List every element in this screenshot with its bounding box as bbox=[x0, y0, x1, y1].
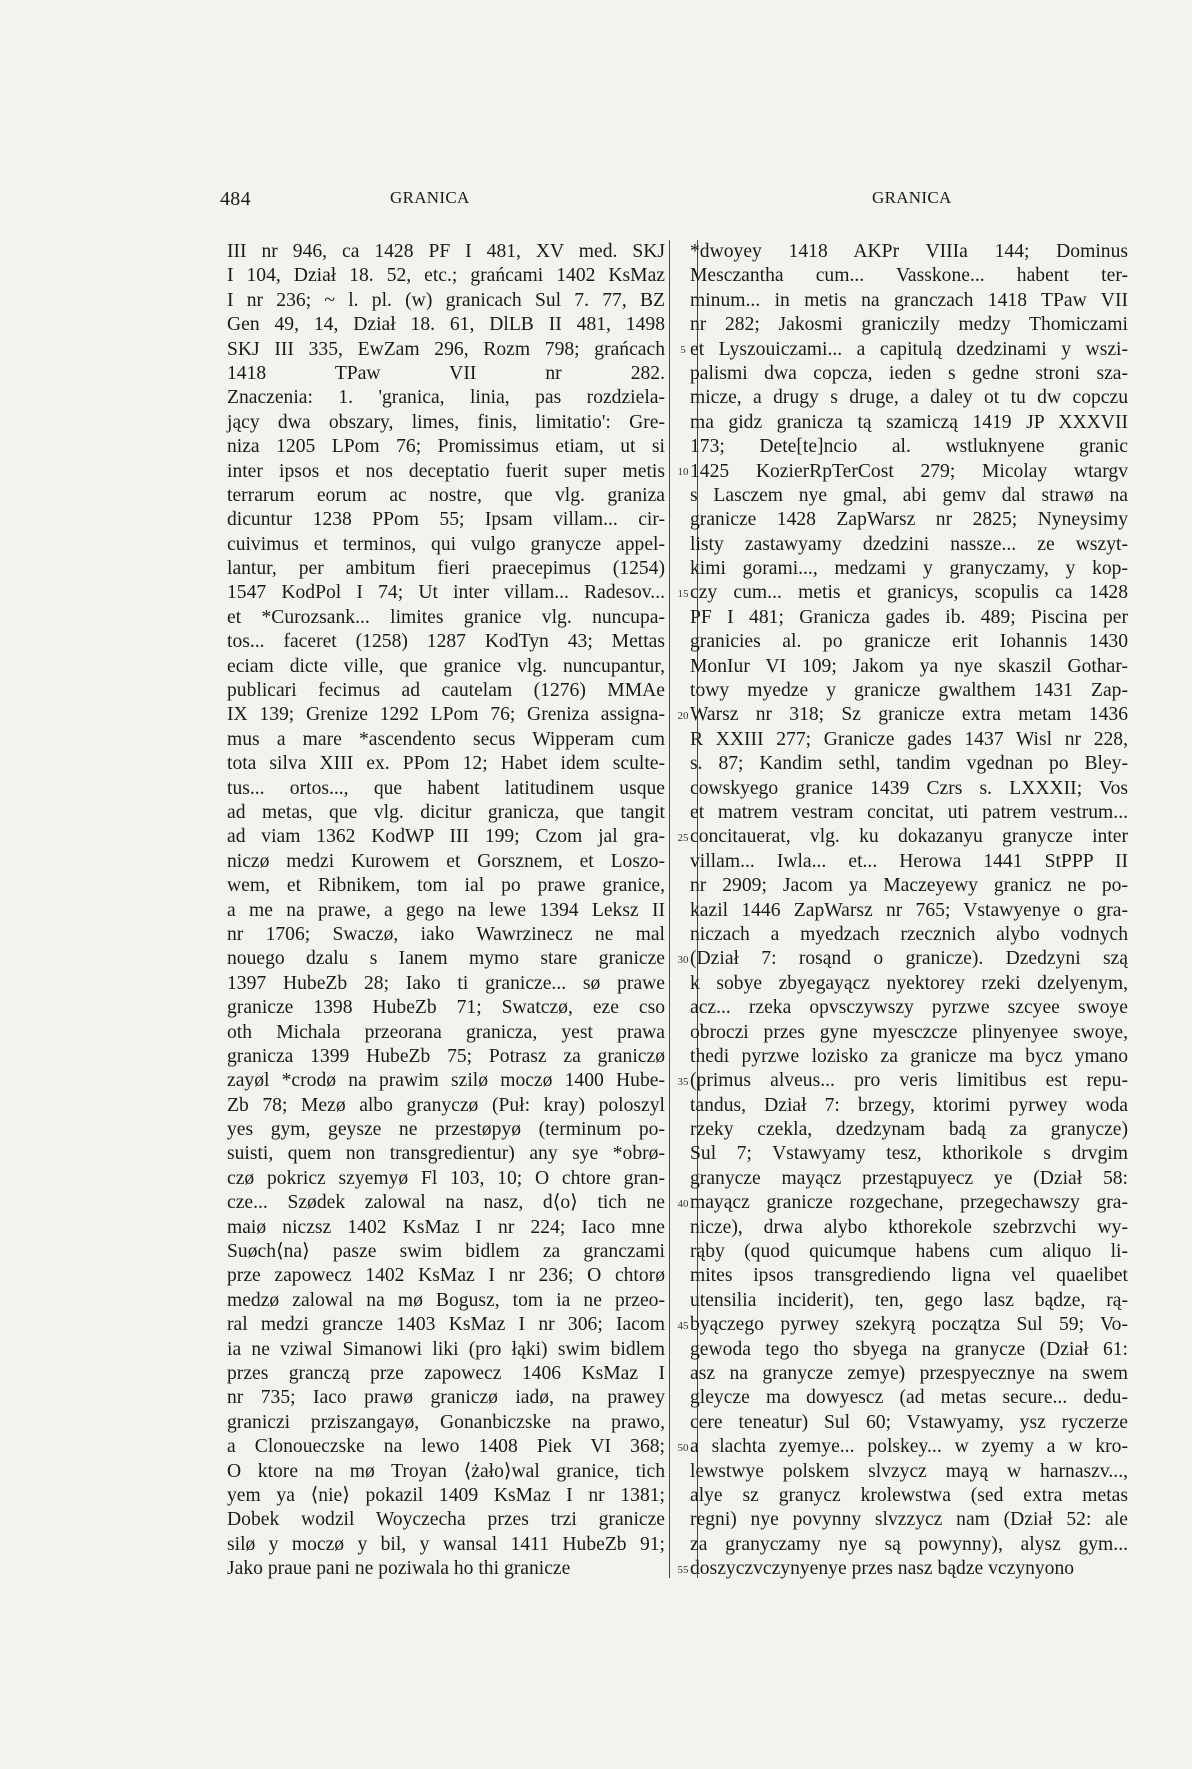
text-line: Zb 78; Mezø albo granyczø (Puł: kray) poloszyl bbox=[227, 1094, 665, 1116]
text-line: villam... Iwla... et... Herowa 1441 StPPP II bbox=[690, 850, 1128, 872]
text-line: listy zastawyamy dzedzini nassze... ze wszyt- bbox=[690, 533, 1128, 555]
line-number: 35 bbox=[677, 1075, 689, 1088]
text-line: nr 2909; Jacom ya Maczeyewy granicz ne po- bbox=[690, 875, 1128, 897]
text-line: granicze 1428 ZapWarsz nr 2825; Nyneysimy bbox=[690, 509, 1128, 531]
text-line: I 104, Dział 18. 52, etc.; grańcami 1402 KsMaz bbox=[227, 265, 665, 287]
text-line: lewstwye polskem slvzycz mayą w harnaszv..., bbox=[690, 1460, 1128, 1482]
text-line: cowskyego granice 1439 Czrs s. LXXXII; Vos bbox=[690, 777, 1128, 799]
text-line: a Clonoueczske na lewo 1408 Piek VI 368; bbox=[227, 1436, 665, 1458]
text-line: III nr 946, ca 1428 PF I 481, XV med. SKJ bbox=[227, 241, 665, 262]
text-line: publicari fecimus ad cautelam (1276) MMAe bbox=[227, 680, 665, 702]
text-line: cze... Szødek zalowal na nasz, d⟨o⟩ tich ne bbox=[227, 1192, 665, 1214]
text-line: granycze mayącz przestąpuyecz ye (Dział 58: bbox=[690, 1167, 1128, 1189]
left-text-column bbox=[227, 240, 665, 1581]
text-line: maiø niczsz 1402 KsMaz I nr 224; Iaco mne bbox=[227, 1216, 665, 1238]
text-line: towy myedze y granicze gwalthem 1431 Zap- bbox=[690, 680, 1128, 702]
text-line: graniczi prziszangayø, Gonanbiczske na prawo, bbox=[227, 1411, 665, 1433]
page-number: 484 bbox=[220, 188, 251, 210]
text-line: k sobye zbyegayącz nyektorey rzeki dzelyenym, bbox=[690, 972, 1128, 994]
text-line: minum... in metis na granczach 1418 TPaw VII bbox=[690, 289, 1128, 311]
text-line: czy cum... metis et granicys, scopulis ca 1428 bbox=[690, 582, 1128, 604]
text-line: 1425 KozierRpTerCost 279; Micolay wtargv bbox=[690, 460, 1128, 482]
text-line: nicze), drwa alybo kthorekole szebrzvchi wy- bbox=[690, 1216, 1128, 1238]
text-line: czø pokricz szyemyø Fl 103, 10; O chtore gran- bbox=[227, 1167, 665, 1189]
text-line: 1547 KodPol I 74; Ut inter villam... Radesov... bbox=[227, 582, 665, 604]
text-line: et *Curozsank... limites granice vlg. nuncupa- bbox=[227, 606, 665, 628]
text-line: utensilia inciderit), ten, gego lasz bądze, rą- bbox=[690, 1289, 1128, 1311]
text-line: cere teneatur) Sul 60; Vstawyamy, ysz ryczerze bbox=[690, 1411, 1128, 1433]
line-number: 50 bbox=[677, 1441, 689, 1454]
text-line: oth Michala przeorana granicza, yest prawa bbox=[227, 1021, 665, 1043]
text-line: 1397 HubeZb 28; Iako ti granicze... sø prawe bbox=[227, 972, 665, 994]
text-line: mayącz granicze rozgechane, przegechawszy gra- bbox=[690, 1192, 1128, 1214]
line-number: 55 bbox=[677, 1563, 689, 1576]
line-number: 15 bbox=[677, 587, 689, 600]
text-line: Sul 7; Vstawyamy tesz, kthorikole s drvgim bbox=[690, 1143, 1128, 1165]
text-line: rąby (quod quicumque habens cum aliquo li- bbox=[690, 1241, 1128, 1263]
text-line: 1418 TPaw VII nr 282. bbox=[227, 362, 665, 384]
text-line: Znaczenia: 1. 'granica, linia, pas rozdziela- bbox=[227, 387, 665, 409]
text-line: IX 139; Grenize 1292 LPom 76; Greniza assigna- bbox=[227, 704, 665, 726]
text-line: et matrem vestram concitat, uti patrem vestrum... bbox=[690, 801, 1128, 823]
text-line: eciam dicte ville, que granice vlg. nuncupantur, bbox=[227, 655, 665, 677]
text-line: yem ya ⟨nie⟩ pokazil 1409 KsMaz I nr 1381; bbox=[227, 1484, 665, 1506]
running-head-right: GRANICA bbox=[872, 188, 952, 207]
text-line: niczø medzi Kurowem et Gorsznem, et Loszo- bbox=[227, 850, 665, 872]
text-line: Warsz nr 318; Sz granicze extra metam 1436 bbox=[690, 704, 1128, 726]
text-line: tandus, Dział 7: brzegy, ktorimi pyrwey woda bbox=[690, 1094, 1128, 1116]
text-line: granicies al. po granicze erit Iohannis 1430 bbox=[690, 631, 1128, 653]
text-line: micze, a drugy s druge, a daley ot tu dw copczu bbox=[690, 387, 1128, 409]
text-line: R XXIII 277; Granicze gades 1437 Wisl nr 228, bbox=[690, 728, 1128, 750]
text-line: tota silva XIII ex. PPom 12; Habet idem sculte- bbox=[227, 753, 665, 775]
text-line: ral medzi grancze 1403 KsMaz I nr 306; Iacom bbox=[227, 1314, 665, 1336]
text-line: yes gym, geysze ne przestøpyø (terminum po- bbox=[227, 1119, 665, 1141]
text-line: (primus alveus... pro veris limitibus est repu- bbox=[690, 1070, 1128, 1092]
text-line: tus... ortos..., que habent latitudinem usque bbox=[227, 777, 665, 799]
text-line: 173; Dete[te]ncio al. wstluknyene granic bbox=[690, 436, 1128, 458]
text-line: Gen 49, 14, Dział 18. 61, DlLB II 481, 1498 bbox=[227, 314, 665, 336]
text-line: jący dwa obszary, limes, finis, limitatio': Gre- bbox=[227, 411, 665, 433]
line-number: 45 bbox=[677, 1319, 689, 1332]
text-line: alye sz granycz krolewstwa (sed extra metas bbox=[690, 1484, 1128, 1506]
text-line: s. 87; Kandim sethl, tandim vgednan po Bley- bbox=[690, 753, 1128, 775]
line-number: 5 bbox=[680, 343, 686, 356]
right-text-column bbox=[690, 240, 1128, 1581]
text-line: doszyczvczynyenye przes nasz bądze vczynyono bbox=[690, 1558, 1075, 1580]
text-line: terrarum eorum ac nostre, que vlg. graniza bbox=[227, 484, 665, 506]
text-line: obroczi przes gyne myesczcze plinyenyee swoye, bbox=[690, 1021, 1128, 1043]
text-line: et Lyszouiczami... a capitulą dzedzinami y wszi- bbox=[690, 338, 1128, 360]
text-line: SKJ III 335, EwZam 296, Rozm 798; grańcach bbox=[227, 338, 665, 360]
text-line: ia ne vziwal Simanowi liki (pro łąki) swim bidlem bbox=[227, 1338, 665, 1360]
text-line: prze zapowecz 1402 KsMaz I nr 236; O chtorø bbox=[227, 1265, 665, 1287]
text-line: dicuntur 1238 PPom 55; Ipsam villam... cir- bbox=[227, 509, 665, 531]
text-line: wem, et Ribnikem, tom ial po prawe granice, bbox=[227, 875, 665, 897]
text-line: O ktore na mø Troyan ⟨żało⟩wal granice, tich bbox=[227, 1460, 665, 1482]
text-line: concitauerat, vlg. ku dokazanyu granycze inter bbox=[690, 826, 1128, 848]
text-line: ad viam 1362 KodWP III 199; Czom jal gra- bbox=[227, 826, 665, 848]
text-line: byączego pyrwey szekyrą początza Sul 59; Vo- bbox=[690, 1314, 1128, 1336]
text-line: nouego dzalu s Ianem mymo stare granicze bbox=[227, 948, 665, 970]
text-line: niczach a myedzach rzecznich alybo vodnych bbox=[690, 923, 1128, 945]
text-line: nr 282; Jakosmi graniczily medzy Thomiczami bbox=[690, 314, 1128, 336]
text-line: inter ipsos et nos deceptatio fuerit super metis bbox=[227, 460, 665, 482]
line-number: 30 bbox=[677, 953, 689, 966]
text-line: kazil 1446 ZapWarsz nr 765; Vstawyenye o gra- bbox=[690, 899, 1128, 921]
text-line: niza 1205 LPom 76; Promissimus etiam, ut si bbox=[227, 436, 665, 458]
text-line: a slachta zyemye... polskey... w zyemy a w kro- bbox=[690, 1436, 1128, 1458]
text-line: Suøch⟨na⟩ pasze swim bidlem za granczami bbox=[227, 1241, 665, 1263]
text-line: rzeky czekla, dzedzynam badą za granycze) bbox=[690, 1119, 1128, 1141]
text-line: zayøl *crodø na prawim szilø moczø 1400 Hube- bbox=[227, 1070, 665, 1092]
line-number: 10 bbox=[677, 465, 689, 478]
text-line: za granyczamy nye są powynny), alysz gym... bbox=[690, 1533, 1128, 1555]
text-line: a me na prawe, a gego na lewe 1394 Leksz II bbox=[227, 899, 665, 921]
text-line: thedi pyrzwe lozisko za granicze ma bycz ymano bbox=[690, 1045, 1128, 1067]
text-line: silø y moczø y bil, y wansal 1411 HubeZb 91; bbox=[227, 1533, 665, 1555]
text-line: (Dział 7: rosąnd o granicze). Dzedzyni szą bbox=[690, 948, 1128, 970]
text-line: mus a mare *ascendento secus Wipperam cum bbox=[227, 728, 665, 750]
text-line: granicza 1399 HubeZb 75; Potrasz za graniczø bbox=[227, 1045, 665, 1067]
text-line: cuivimus et terminos, qui vulgo granycze appel- bbox=[227, 533, 665, 555]
text-line: ad metas, que vlg. dicitur granicza, que tangit bbox=[227, 801, 665, 823]
text-line: regni) nye povynny slvzzycz nam (Dział 52: ale bbox=[690, 1509, 1128, 1531]
text-line: ma gidz granicza tą szamiczą 1419 JP XXXVII bbox=[690, 411, 1128, 433]
line-number: 40 bbox=[677, 1197, 689, 1210]
text-line: acz... rzeka opvsczywszy pyrzwe szcyee swoye bbox=[690, 997, 1128, 1019]
text-line: tos... faceret (1258) 1287 KodTyn 43; Mettas bbox=[227, 631, 665, 653]
text-line: gleycze ma dowyescz (ad metas secure... dedu- bbox=[690, 1387, 1128, 1409]
text-line: kimi gorami..., medzami y granyczamy, y kop- bbox=[690, 558, 1128, 580]
text-line: suisti, quem non transgredientur) any sye *obrø- bbox=[227, 1143, 665, 1165]
text-line: s Lasczem nye gmal, abi gemv dal strawø na bbox=[690, 484, 1128, 506]
text-line: Jako praue pani ne poziwala ho thi granicze bbox=[227, 1558, 571, 1580]
line-number: 20 bbox=[677, 709, 689, 722]
text-line: przes granczą prze zapowecz 1406 KsMaz I bbox=[227, 1362, 665, 1384]
text-line: asz na granycze zemye) przespyecznye na swem bbox=[690, 1362, 1128, 1384]
text-line: palismi dwa copcza, ieden s gedne stroni sza- bbox=[690, 362, 1128, 384]
text-line: PF I 481; Granicza gades ib. 489; Piscina per bbox=[690, 606, 1128, 628]
text-line: gewoda tego tho sbyega na granycze (Dział 61: bbox=[690, 1338, 1128, 1360]
text-line: MonIur VI 109; Jakom ya nye skaszil Gothar- bbox=[690, 655, 1128, 677]
column-divider-left bbox=[669, 240, 670, 1578]
text-line: Dobek wodzil Woyczecha przes trzi granicze bbox=[227, 1509, 665, 1531]
text-line: medzø zalowal na mø Bogusz, tom ia ne przeo- bbox=[227, 1289, 665, 1311]
text-line: granicze 1398 HubeZb 71; Swatczø, eze cso bbox=[227, 997, 665, 1019]
text-line: nr 735; Iaco prawø graniczø iadø, na prawey bbox=[227, 1387, 665, 1409]
text-line: *dwoyey 1418 AKPr VIIIa 144; Dominus bbox=[690, 241, 1128, 262]
text-line: I nr 236; ~ l. pl. (w) granicach Sul 7. 77, BZ bbox=[227, 289, 665, 311]
text-line: lantur, per ambitum fieri praecepimus (1254) bbox=[227, 558, 665, 580]
line-number: 25 bbox=[677, 831, 689, 844]
text-line: nr 1706; Swaczø, iako Wawrzinecz ne mal bbox=[227, 923, 665, 945]
text-line: Mesczantha cum... Vasskone... habent ter- bbox=[690, 265, 1128, 287]
running-head-left: GRANICA bbox=[390, 188, 470, 207]
text-line: mites ipsos transgrediendo ligna vel quaelibet bbox=[690, 1265, 1128, 1287]
